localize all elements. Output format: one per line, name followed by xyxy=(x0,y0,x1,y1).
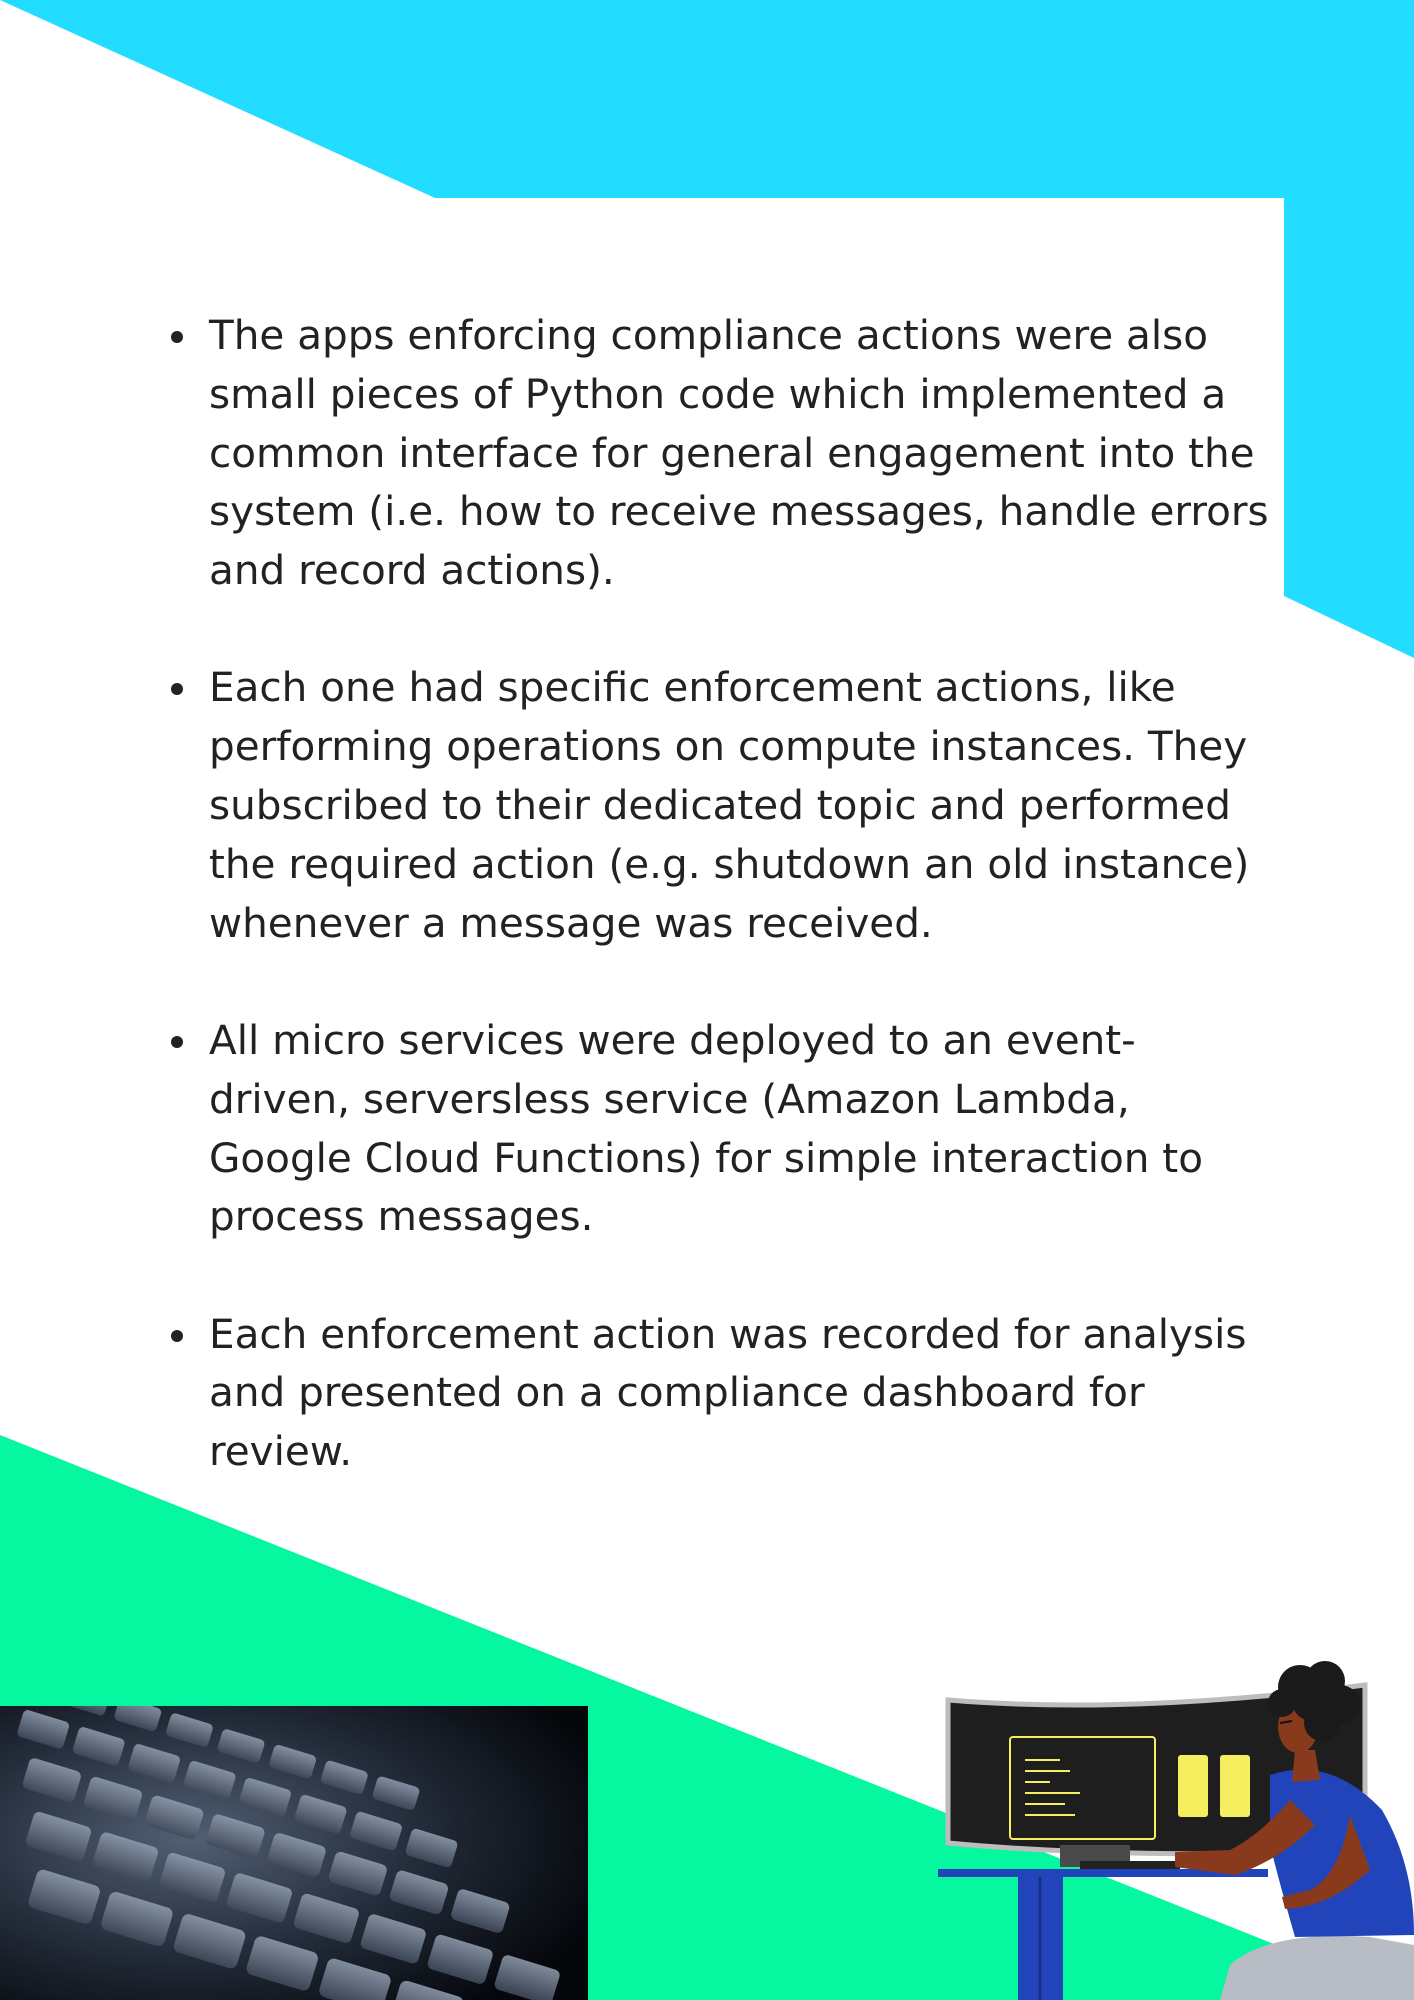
bullet-item: Each enforcement action was recorded for analysis and presented on a compliance dashboard for review. xyxy=(155,1305,1275,1481)
keyboard xyxy=(1080,1861,1180,1869)
bullet-item: Each one had specific enforcement actions, like performing operations on compute instances. They subscribed to their dedicated topic and performed the required action (e.g. shutdown an old instance) whenever a message was received. xyxy=(155,658,1275,952)
keyboard-photo xyxy=(0,1706,588,2000)
bullet-item: The apps enforcing compliance actions were also small pieces of Python code which implemented a common interface for general engagement into the system (i.e. how to receive messages, handle errors and record actions). xyxy=(155,306,1275,600)
woman-at-computer-illustration xyxy=(930,1645,1414,2000)
bullet-item: All micro services were deployed to an event-driven, serversless service (Amazon Lambda, Google Cloud Functions) for simple interaction to process messages. xyxy=(155,1011,1275,1246)
yellow-panel xyxy=(1220,1755,1250,1817)
yellow-panel xyxy=(1178,1755,1208,1817)
chair-lap xyxy=(1220,1936,1414,2000)
bullet-list xyxy=(155,306,1275,1481)
content-area xyxy=(155,306,1275,1540)
keyboard-photo-art xyxy=(0,1706,588,2000)
